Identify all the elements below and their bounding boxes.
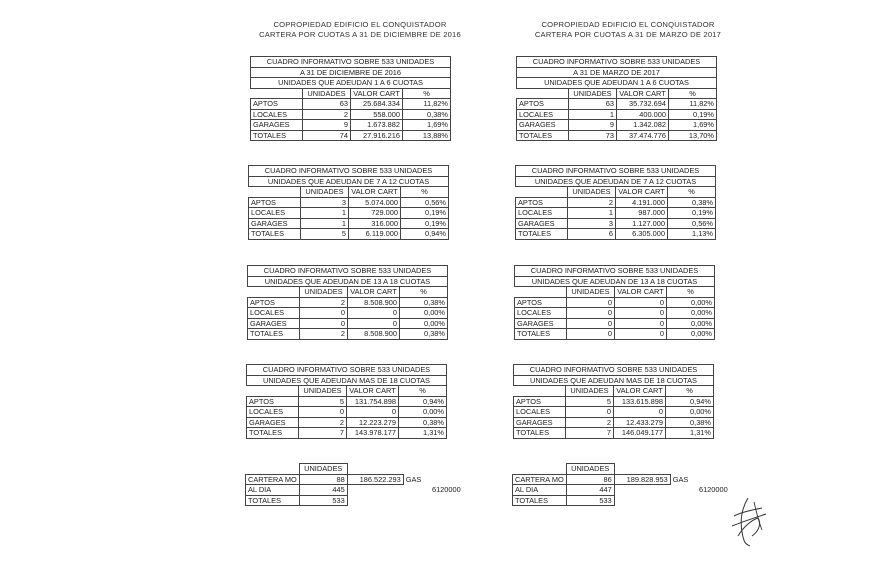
column-header: VALOR CART: [349, 187, 401, 198]
row-units: 7: [566, 428, 614, 439]
row-label: TOTALES: [515, 329, 567, 340]
row-units: 1: [301, 218, 349, 229]
row-label: LOCALES: [247, 407, 299, 418]
cartera-table: [514, 265, 715, 340]
table-header: UNIDADES QUE ADEUDAN 1 A 6 CUOTAS: [517, 78, 717, 89]
summary-units: 86: [566, 474, 614, 485]
row-units: 5: [299, 396, 347, 407]
left-table-7-12: [248, 165, 449, 240]
cartera-table: [250, 56, 451, 141]
row-units: 1: [568, 208, 616, 219]
column-header-row: [514, 386, 714, 397]
left-title: [250, 20, 470, 40]
row-value: 12.223.279: [347, 417, 399, 428]
row-label: GARAGES: [247, 417, 299, 428]
row-label: LOCALES: [514, 407, 566, 418]
row-value: 0: [347, 407, 399, 418]
table-row: [248, 308, 448, 319]
signature: [728, 496, 770, 553]
table-header: A 31 DE MARZO DE 2017: [517, 67, 717, 78]
row-value: 8.508.900: [348, 297, 400, 308]
table-header-row: [517, 57, 717, 68]
table-row: [249, 208, 449, 219]
summary-row: [513, 474, 731, 485]
row-label: GARAGES: [516, 218, 568, 229]
left-title-line2: CARTERA POR CUOTAS A 31 DE DICIEMBRE DE 2016: [259, 30, 461, 39]
row-units: 0: [567, 318, 615, 329]
row-pct: 0,56%: [668, 218, 716, 229]
table-row: [517, 120, 717, 131]
summary-units: 533: [566, 495, 614, 506]
column-header: UNIDADES: [569, 88, 617, 99]
left-table-1-6: [250, 56, 451, 141]
table-header: UNIDADES QUE ADEUDAN DE 7 A 12 CUOTAS: [249, 176, 449, 187]
row-units: 2: [300, 297, 348, 308]
right-title-line1: COPROPIEDAD EDIFICIO EL CONQUISTADOR: [541, 20, 715, 29]
cartera-table: [246, 364, 447, 439]
row-value: 133.615.898: [614, 396, 666, 407]
column-header: UNIDADES: [300, 287, 348, 298]
row-pct: 0,00%: [667, 308, 715, 319]
summary-units: 445: [299, 485, 347, 496]
row-value: 6.305.000: [616, 229, 668, 240]
row-value: 0: [614, 407, 666, 418]
summary-col-header: UNIDADES: [566, 464, 614, 475]
table-row: [249, 229, 449, 240]
column-header: VALOR CART: [351, 88, 403, 99]
table-header-row: [249, 166, 449, 177]
column-header: %: [399, 386, 447, 397]
row-value: 0: [615, 308, 667, 319]
right-summary: [512, 463, 731, 506]
table-header: UNIDADES QUE ADEUDAN DE 13 A 18 CUOTAS: [248, 276, 448, 287]
row-label: APTOS: [248, 297, 300, 308]
table-row: [251, 99, 451, 110]
table-row: [515, 318, 715, 329]
column-header: %: [667, 287, 715, 298]
table-header: CUADRO INFORMATIVO SOBRE 533 UNIDADES: [247, 365, 447, 376]
column-header: UNIDADES: [299, 386, 347, 397]
row-label: APTOS: [517, 99, 569, 110]
column-header: UNIDADES: [566, 386, 614, 397]
row-value: 0: [615, 329, 667, 340]
cartera-table: [513, 364, 714, 439]
row-units: 9: [303, 120, 351, 131]
row-value: 4.191.000: [616, 197, 668, 208]
table-row: [247, 407, 447, 418]
summary-row: [246, 495, 464, 506]
column-header-row: [251, 88, 451, 99]
table-header: CUADRO INFORMATIVO SOBRE 533 UNIDADES: [517, 57, 717, 68]
row-pct: 0,94%: [399, 396, 447, 407]
summary-units: 447: [566, 485, 614, 496]
cartera-table: [248, 165, 449, 240]
row-pct: 1,69%: [403, 120, 451, 131]
row-pct: 0,94%: [666, 396, 714, 407]
row-pct: 0,00%: [399, 407, 447, 418]
table-row: [514, 428, 714, 439]
summary-value: 189.828.953: [614, 474, 670, 485]
summary-header-row: [513, 464, 731, 475]
row-label: APTOS: [516, 197, 568, 208]
column-header: %: [666, 386, 714, 397]
table-row: [247, 417, 447, 428]
row-pct: 0,38%: [400, 297, 448, 308]
column-header-row: [517, 88, 717, 99]
row-pct: 0,38%: [666, 417, 714, 428]
table-header-row: [251, 57, 451, 68]
column-header: VALOR CART: [615, 287, 667, 298]
table-header: CUADRO INFORMATIVO SOBRE 533 UNIDADES: [248, 266, 448, 277]
row-pct: 0,38%: [668, 197, 716, 208]
column-header: VALOR CART: [614, 386, 666, 397]
row-pct: 0,19%: [401, 208, 449, 219]
row-value: 316.000: [349, 218, 401, 229]
table-row: [247, 396, 447, 407]
row-pct: 11,82%: [403, 99, 451, 110]
right-table-7-12: [515, 165, 716, 240]
row-units: 2: [300, 329, 348, 340]
column-header: UNIDADES: [567, 287, 615, 298]
table-row: [517, 130, 717, 141]
row-label: LOCALES: [249, 208, 301, 219]
row-label: TOTALES: [516, 229, 568, 240]
table-row: [248, 297, 448, 308]
summary-table: [512, 463, 731, 506]
row-label: TOTALES: [251, 130, 303, 141]
row-pct: 13,88%: [403, 130, 451, 141]
row-label: APTOS: [251, 99, 303, 110]
table-header: CUADRO INFORMATIVO SOBRE 533 UNIDADES: [249, 166, 449, 177]
row-pct: 0,19%: [401, 218, 449, 229]
column-header: VALOR CART: [347, 386, 399, 397]
cartera-table: [516, 56, 717, 141]
row-label: LOCALES: [251, 109, 303, 120]
row-pct: 0,00%: [400, 308, 448, 319]
table-header-row: [247, 365, 447, 376]
summary-label: TOTALES: [246, 495, 300, 506]
column-header: UNIDADES: [568, 187, 616, 198]
table-row: [515, 297, 715, 308]
row-units: 3: [568, 218, 616, 229]
column-header-row: [247, 386, 447, 397]
row-units: 2: [566, 417, 614, 428]
row-value: 0: [348, 308, 400, 319]
row-label: GARAGES: [249, 218, 301, 229]
table-header-row: [515, 276, 715, 287]
summary-note: 6120000: [431, 485, 461, 495]
row-units: 0: [567, 297, 615, 308]
row-value: 25.684.334: [351, 99, 403, 110]
row-value: 1.673.882: [351, 120, 403, 131]
row-units: 0: [300, 308, 348, 319]
row-value: 8.508.900: [348, 329, 400, 340]
row-label: APTOS: [514, 396, 566, 407]
row-label: GARAGES: [517, 120, 569, 131]
row-pct: 0,38%: [399, 417, 447, 428]
table-row: [251, 109, 451, 120]
row-value: 12.433.279: [614, 417, 666, 428]
row-value: 400.000: [617, 109, 669, 120]
row-value: 5.074.000: [349, 197, 401, 208]
row-pct: 0,94%: [401, 229, 449, 240]
column-header: %: [403, 88, 451, 99]
table-header-row: [515, 266, 715, 277]
row-units: 5: [301, 229, 349, 240]
column-header-row: [248, 287, 448, 298]
cartera-table: [247, 265, 448, 340]
table-header: UNIDADES QUE ADEUDAN MAS DE 18 CUOTAS: [514, 375, 714, 386]
row-value: 558.000: [351, 109, 403, 120]
row-value: 0: [615, 318, 667, 329]
table-header-row: [248, 276, 448, 287]
row-units: 1: [569, 109, 617, 120]
row-units: 73: [569, 130, 617, 141]
row-pct: 0,00%: [666, 407, 714, 418]
row-pct: 1,31%: [399, 428, 447, 439]
row-value: 6.119.000: [349, 229, 401, 240]
row-value: 131.754.898: [347, 396, 399, 407]
cartera-table: [515, 165, 716, 240]
row-label: GARAGES: [514, 417, 566, 428]
left-summary: [245, 463, 464, 506]
right-title-line2: CARTERA POR CUOTAS A 31 DE MARZO DE 2017: [534, 30, 722, 39]
table-row: [515, 308, 715, 319]
row-units: 0: [299, 407, 347, 418]
summary-note: [403, 495, 463, 506]
row-units: 5: [566, 396, 614, 407]
summary-row: [246, 474, 464, 485]
table-header: UNIDADES QUE ADEUDAN DE 13 A 18 CUOTAS: [515, 276, 715, 287]
row-units: 0: [567, 329, 615, 340]
row-pct: 1,13%: [668, 229, 716, 240]
row-label: TOTALES: [517, 130, 569, 141]
row-value: 37.474.776: [617, 130, 669, 141]
table-header: CUADRO INFORMATIVO SOBRE 533 UNIDADES: [251, 57, 451, 68]
left-title-line1: COPROPIEDAD EDIFICIO EL CONQUISTADOR: [273, 20, 447, 29]
summary-note: 6120000: [698, 485, 728, 495]
summary-units: 533: [299, 495, 347, 506]
table-header: UNIDADES QUE ADEUDAN DE 7 A 12 CUOTAS: [516, 176, 716, 187]
summary-header-row: [246, 464, 464, 475]
table-header-row: [514, 365, 714, 376]
row-value: 27.916.216: [351, 130, 403, 141]
row-units: 2: [568, 197, 616, 208]
row-units: 74: [303, 130, 351, 141]
row-units: 0: [300, 318, 348, 329]
summary-table: [245, 463, 464, 506]
row-units: 7: [299, 428, 347, 439]
table-header-row: [247, 375, 447, 386]
row-label: GARAGES: [251, 120, 303, 131]
column-header: %: [668, 187, 716, 198]
row-pct: 0,38%: [403, 109, 451, 120]
summary-label: AL DIA: [513, 485, 567, 496]
row-units: 3: [301, 197, 349, 208]
table-row: [517, 99, 717, 110]
summary-row: [513, 495, 731, 506]
row-value: 1.127.000: [616, 218, 668, 229]
row-units: 63: [569, 99, 617, 110]
table-row: [516, 229, 716, 240]
row-label: TOTALES: [249, 229, 301, 240]
table-row: [249, 197, 449, 208]
table-row: [251, 120, 451, 131]
table-header-row: [517, 78, 717, 89]
row-units: 0: [566, 407, 614, 418]
row-pct: 11,82%: [669, 99, 717, 110]
row-label: TOTALES: [514, 428, 566, 439]
row-label: GARAGES: [515, 318, 567, 329]
summary-units: 88: [299, 474, 347, 485]
row-pct: 0,19%: [669, 109, 717, 120]
column-header: VALOR CART: [348, 287, 400, 298]
row-pct: 0,56%: [401, 197, 449, 208]
table-row: [514, 396, 714, 407]
row-pct: 0,00%: [400, 318, 448, 329]
table-row: [516, 218, 716, 229]
table-row: [515, 329, 715, 340]
table-header-row: [517, 67, 717, 78]
row-value: 0: [615, 297, 667, 308]
row-label: APTOS: [249, 197, 301, 208]
column-header: %: [669, 88, 717, 99]
table-header: UNIDADES QUE ADEUDAN 1 A 6 CUOTAS: [251, 78, 451, 89]
row-value: 729.000: [349, 208, 401, 219]
summary-value: 186.522.293: [347, 474, 403, 485]
table-row: [249, 218, 449, 229]
right-table-1-6: [516, 56, 717, 141]
left-table-18-plus: [246, 364, 447, 439]
table-row: [247, 428, 447, 439]
column-header: VALOR CART: [617, 88, 669, 99]
table-header: A 31 DE DICIEMBRE DE 2016: [251, 67, 451, 78]
row-pct: 0,00%: [667, 318, 715, 329]
left-table-13-18: [247, 265, 448, 340]
column-header: %: [401, 187, 449, 198]
row-label: LOCALES: [248, 308, 300, 319]
table-header-row: [516, 166, 716, 177]
table-header-row: [514, 375, 714, 386]
table-row: [517, 109, 717, 120]
column-header-row: [249, 187, 449, 198]
row-units: 63: [303, 99, 351, 110]
row-units: 1: [301, 208, 349, 219]
row-value: 0: [348, 318, 400, 329]
row-units: 0: [567, 308, 615, 319]
row-label: APTOS: [515, 297, 567, 308]
right-table-13-18: [514, 265, 715, 340]
row-label: TOTALES: [247, 428, 299, 439]
row-value: 35.732.694: [617, 99, 669, 110]
row-pct: 13,70%: [669, 130, 717, 141]
row-pct: 0,19%: [668, 208, 716, 219]
row-label: TOTALES: [248, 329, 300, 340]
column-header: UNIDADES: [301, 187, 349, 198]
row-label: LOCALES: [515, 308, 567, 319]
row-pct: 0,38%: [400, 329, 448, 340]
row-value: 987.000: [616, 208, 668, 219]
table-header: CUADRO INFORMATIVO SOBRE 533 UNIDADES: [515, 266, 715, 277]
column-header-row: [516, 187, 716, 198]
summary-label: AL DIA: [246, 485, 300, 496]
summary-col-header: UNIDADES: [299, 464, 347, 475]
table-header-row: [251, 67, 451, 78]
column-header-row: [515, 287, 715, 298]
table-header-row: [248, 266, 448, 277]
table-row: [248, 329, 448, 340]
row-pct: 0,00%: [667, 329, 715, 340]
row-label: LOCALES: [516, 208, 568, 219]
column-header: UNIDADES: [303, 88, 351, 99]
summary-label: TOTALES: [513, 495, 567, 506]
right-table-18-plus: [513, 364, 714, 439]
row-pct: 1,69%: [669, 120, 717, 131]
column-header: %: [400, 287, 448, 298]
table-row: [514, 407, 714, 418]
table-row: [516, 208, 716, 219]
table-row: [516, 197, 716, 208]
row-units: 2: [303, 109, 351, 120]
table-header-row: [249, 176, 449, 187]
summary-row: [513, 485, 731, 496]
row-units: 6: [568, 229, 616, 240]
signature-mark: [728, 496, 770, 548]
table-row: [248, 318, 448, 329]
table-row: [514, 417, 714, 428]
summary-label: CARTERA MO: [513, 474, 567, 485]
row-pct: 1,31%: [666, 428, 714, 439]
summary-row: [246, 485, 464, 496]
row-value: 1.342.082: [617, 120, 669, 131]
row-value: 143.978.177: [347, 428, 399, 439]
row-units: 9: [569, 120, 617, 131]
right-title: [518, 20, 738, 40]
summary-note: GAS: [672, 474, 689, 484]
column-header: VALOR CART: [616, 187, 668, 198]
table-header-row: [251, 78, 451, 89]
table-header: CUADRO INFORMATIVO SOBRE 533 UNIDADES: [516, 166, 716, 177]
row-pct: 0,00%: [667, 297, 715, 308]
table-row: [251, 130, 451, 141]
table-header-row: [516, 176, 716, 187]
summary-label: CARTERA MO: [246, 474, 300, 485]
table-header: CUADRO INFORMATIVO SOBRE 533 UNIDADES: [514, 365, 714, 376]
row-units: 2: [299, 417, 347, 428]
row-label: APTOS: [247, 396, 299, 407]
summary-note: [670, 495, 730, 506]
summary-note: GAS: [405, 474, 422, 484]
row-label: GARAGES: [248, 318, 300, 329]
row-label: LOCALES: [517, 109, 569, 120]
table-header: UNIDADES QUE ADEUDAN MAS DE 18 CUOTAS: [247, 375, 447, 386]
row-value: 146.049.177: [614, 428, 666, 439]
